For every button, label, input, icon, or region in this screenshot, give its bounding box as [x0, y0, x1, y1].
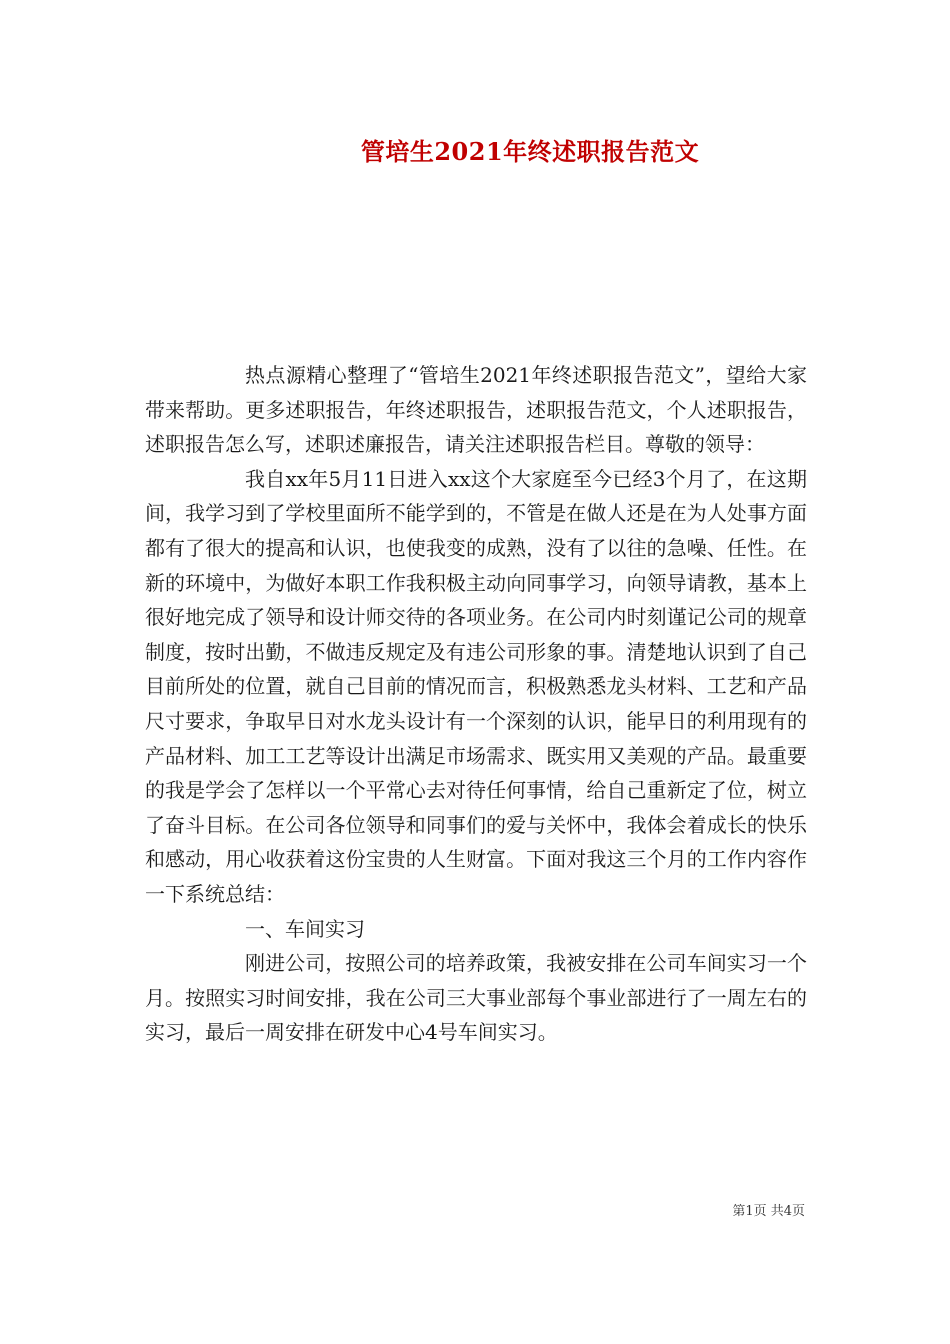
body-paragraph: 我自xx年5月11日进入xx这个大家庭至今已经3个月了，在这期间，我学习到了学校里面所不能学到的，不管是在做人还是在为人处事方面都有了很大的提高和认识，也使我变的成熟，没有了以往的急噪、任性。在新的环境中，为做好本职工作我积极主动向同事学习，向领导请教，基本上很好地完成了领导和设计师交待的各项业务。在公司内时刻谨记公司的规章制度，按时出勤，不做违反规定及有违公司形象的事。清楚地认识到了自己目前所处的位置，就自己目前的情况而言，积极熟悉龙头材料、工艺和产品尺寸要求，争取早日对水龙头设计有一个深刻的认识，能早日的利用现有的产品材料、加工工艺等设计出满足市场需求、既实用又美观的产品。最重要的我是学会了怎样以一个平常心去对待任何事情，给自己重新定了位，树立了奋斗目标。在公司各位领导和同事们的爱与关怀中，我体会着成长的快乐和感动，用心收获着这份宝贵的人生财富。下面对我这三个月的工作内容作一下系统总结： — [145, 466, 807, 906]
document-body — [145, 358, 807, 1050]
page-number: 第1页 共4页 — [732, 1204, 805, 1219]
section-heading: 一、车间实习 — [245, 916, 365, 941]
intro-paragraph: 热点源精心整理了“管培生2021年终述职报告范文”，望给大家带来帮助。更多述职报告，年终述职报告，述职报告范文，个人述职报告，述职报告怎么写，述职述廉报告，请关注述职报告栏目。尊敬的领导： — [145, 363, 807, 457]
page-title: 管培生2021年终述职报告范文 — [360, 137, 700, 166]
section-paragraph: 刚进公司，按照公司的培养政策，我被安排在公司车间实习一个月。按照实习时间安排，我在公司三大事业部每个事业部进行了一周左右的实习，最后一周安排在研发中心4号车间实习。 — [145, 951, 807, 1045]
